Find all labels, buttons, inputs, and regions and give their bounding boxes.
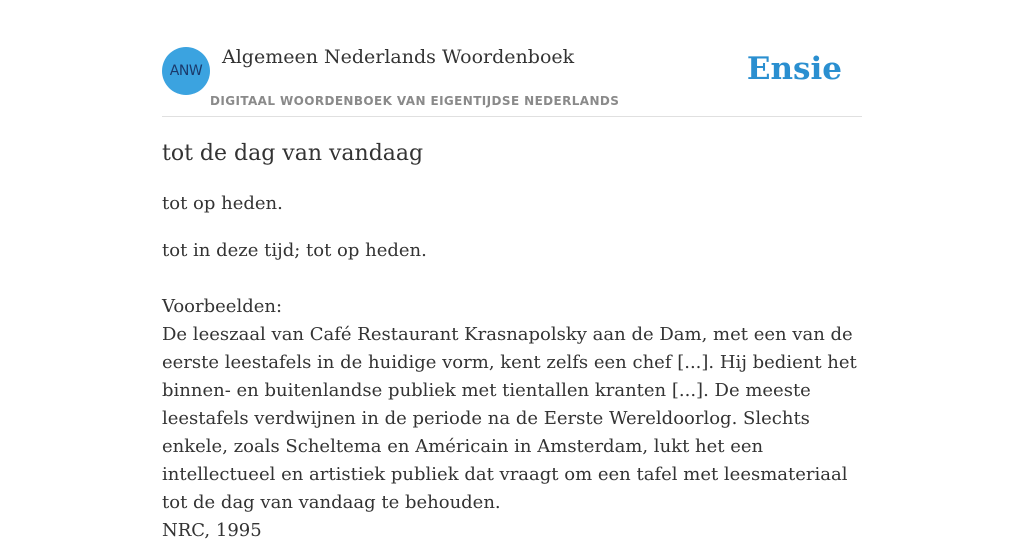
site-subtitle: DIGITAAL WOORDENBOEK VAN EIGENTIJDSE NEDERLANDS [210,94,620,108]
examples-label: Voorbeelden: [162,296,283,317]
examples-section [162,293,862,545]
definition-1: tot op heden. [162,193,283,214]
entry-content [162,138,862,545]
example-source: NRC, 1995 [162,520,262,541]
ensie-brand-link[interactable]: Ensie [746,51,842,87]
site-title[interactable]: Algemeen Nederlands Woordenboek [222,46,575,68]
entry-term: tot de dag van vandaag [162,141,424,166]
example-text: De leeszaal van Café Restaurant Krasnapolsky aan de Dam, met een van de eerste leestafels in de huidige vorm, kent zelfs een chef [...]. Hij bedient het binnen- en buitenlandse publiek met tientallen kranten [...]. De meeste leestafels verdwijnen in de periode na de Eerste Wereldoorlog. Slechts enkele, zoals Scheltema en Américain in Amsterdam, lukt het een intellectueel en artistiek publiek dat vraagt om een tafel met leesmateriaal tot de dag van vandaag te behouden. [162,324,857,513]
definition-2: tot in deze tijd; tot op heden. [162,240,427,261]
site-header [162,0,862,117]
anw-logo[interactable]: ANW [162,47,210,95]
